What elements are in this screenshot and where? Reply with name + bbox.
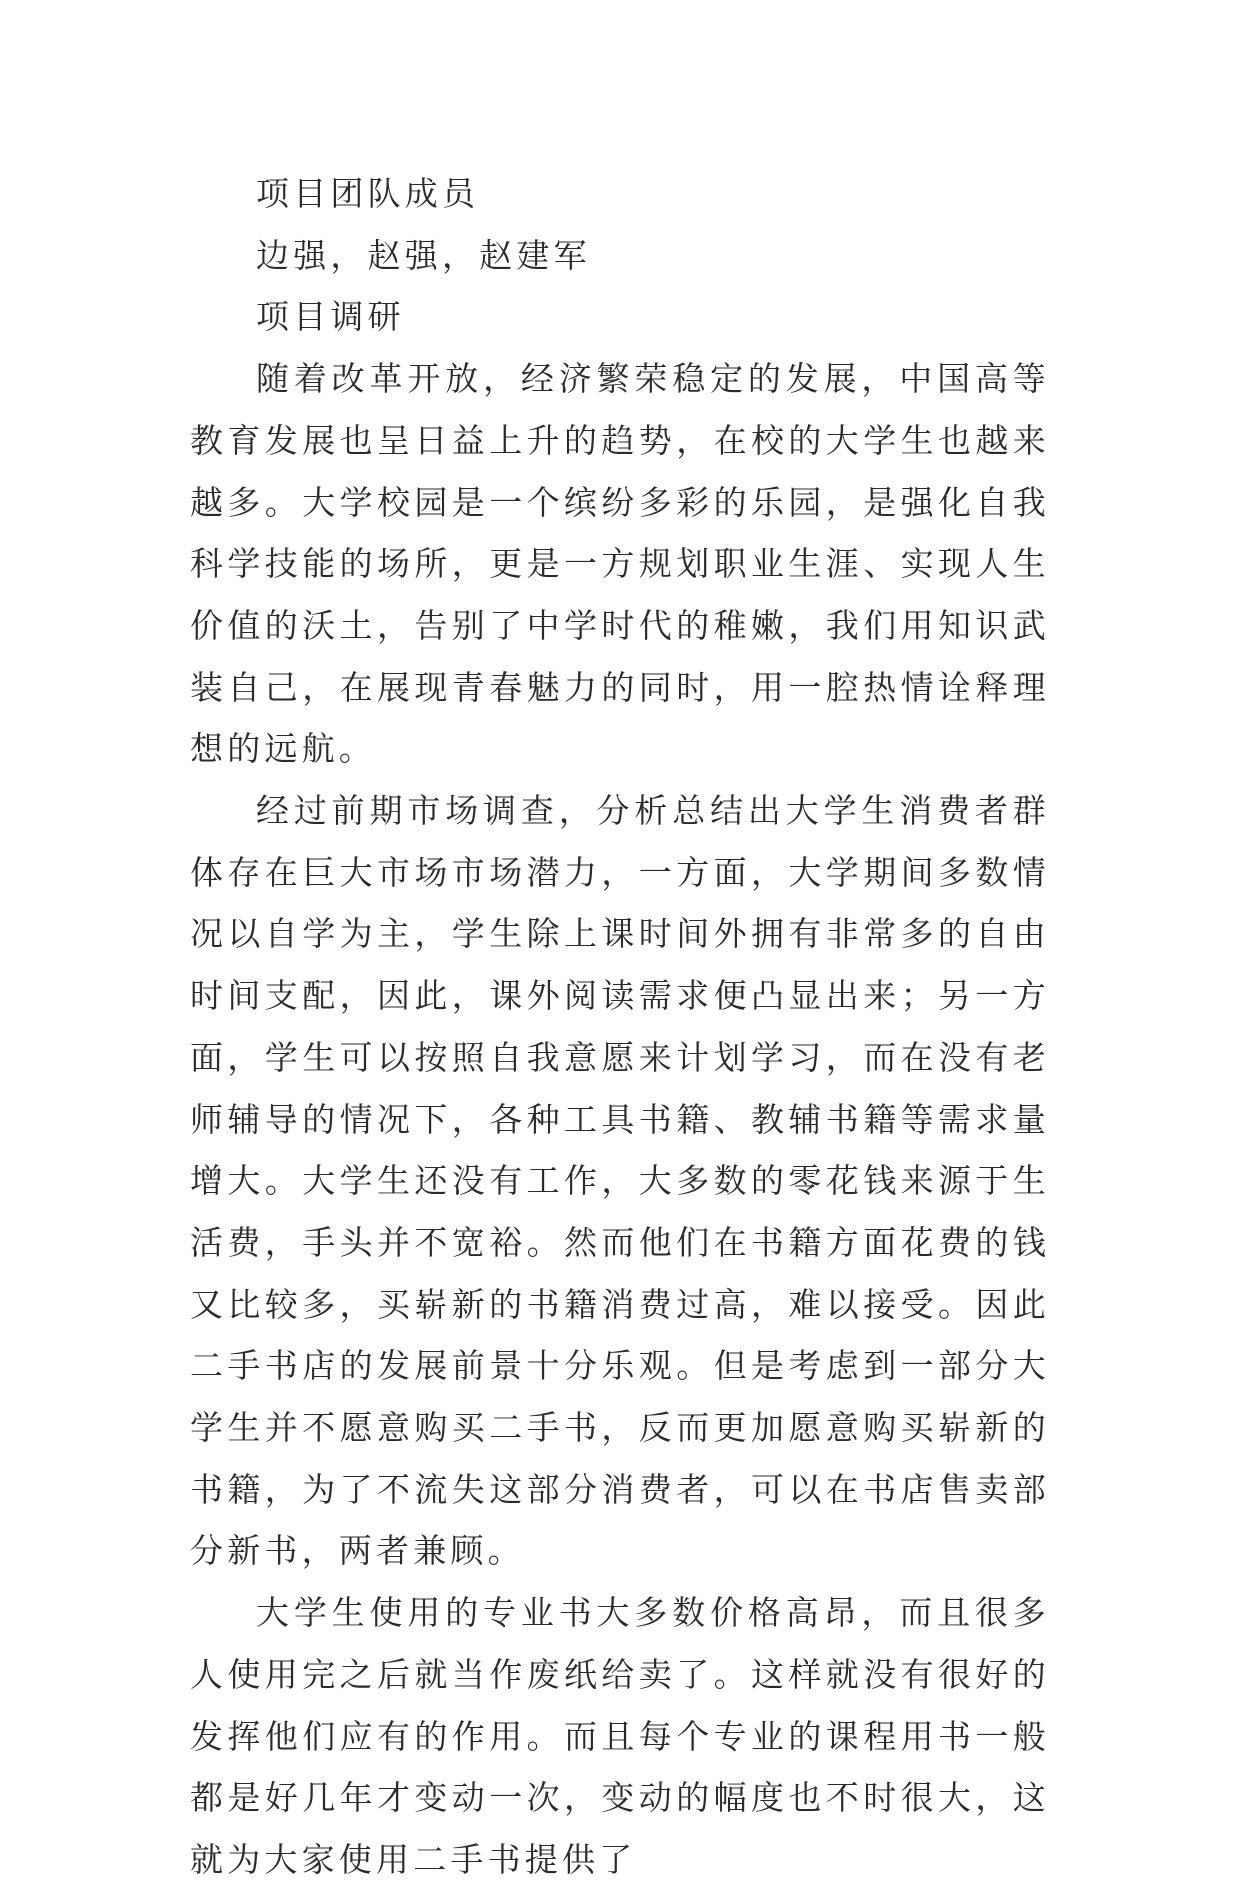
paragraph-market-analysis: 经过前期市场调查，分析总结出大学生消费者群体存在巨大市场市场潜力，一方面，大学期间多数情况以自学为主，学生除上课时间外拥有非常多的自由时间支配，因此，课外阅读需求便凸显出来；另一方面，学生可以按照自我意愿来计划学习，而在没有老师辅导的情况下，各种工具书籍、教辅书籍等需求量增大。大学生还没有工作，大多数的零花钱来源于生活费，手头并不宽裕。然而他们在书籍方面花费的钱又比较多，买崭新的书籍消费过高，难以接受。因此二手书店的发展前景十分乐观。但是考虑到一部分大学生并不愿意购买二手书，反而更加愿意购买崭新的书籍，为了不流失这部分消费者，可以在书店售卖部分新书，两者兼顾。 xyxy=(190,791,1050,1571)
section-heading-team: 项目团队成员 xyxy=(256,174,480,213)
team-members: 边强，赵强，赵建军 xyxy=(256,235,591,275)
section-heading-research: 项目调研 xyxy=(256,297,405,337)
document-body xyxy=(190,163,1050,1891)
paragraph-textbook-usage: 大学生使用的专业书大多数价格高昂，而且很多人使用完之后就当作废纸给卖了。这样就没有很好的发挥他们应有的作用。而且每个专业的课程用书一般都是好几年才变动一次，变动的幅度也不时很大，这就为大家使用二手书提供了 xyxy=(190,1593,1050,1879)
paragraph-background: 随着改革开放，经济繁荣稳定的发展，中国高等教育发展也呈日益上升的趋势，在校的大学生也越来越多。大学校园是一个缤纷多彩的乐园，是强化自我科学技能的场所，更是一方规划职业生涯、实现人生价值的沃土，告别了中学时代的稚嫩，我们用知识武装自己，在展现青春魅力的同时，用一腔热情诠释理想的远航。 xyxy=(190,359,1050,769)
